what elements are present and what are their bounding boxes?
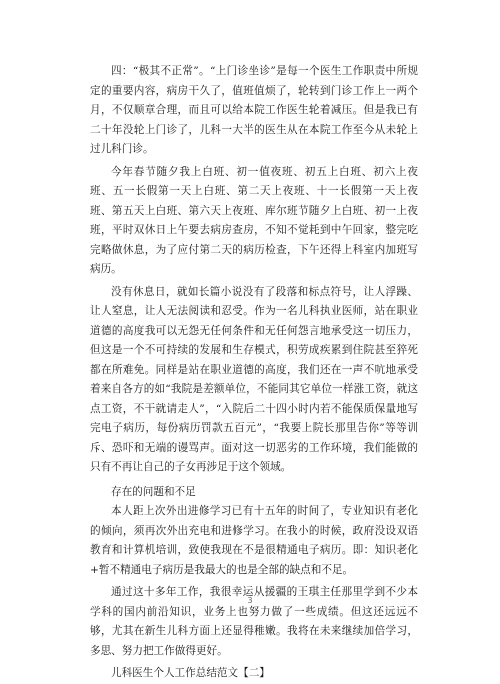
section-heading-sample-two: 儿科医生个人工作总结范文【二】 [111, 667, 270, 679]
section-heading-problems: 存在的问题和不足 [111, 485, 196, 498]
paragraph-holiday-shifts: 今年春节随夕我上白班、初一值夜班、初五上白班、初六上夜班、五一长假第一天上白班、第二天上夜班、十一长假第一天上夜班、第五天上白班、第六天上夜班、库尔班节随夕上白班、初一上夜班，平时双休日上午要去病房查房，不知不觉耗到中午回家，整完吃完略做休息，为了应付第二天的病历检查，下午还得上科室内加班写病历。 [90, 165, 418, 275]
paragraph-work-progress: 通过这十多年工作，我很幸运从援疆的王琪主任那里学到不少本学科的国内前沿知识，业务上也努力做了一些成绩。但这还远远不够，尤其在新生儿科方面上还显得稚嫩。我将在未来继续加倍学习，多思、努力把工作做得更好。 [90, 586, 418, 657]
paragraph-no-rest-days: 没有休息日，就如长篇小说没有了段落和标点符号，让人浮躁、让人窒息，让人无法阅读和忍受。作为一名儿科执业医师，站在职业道德的高度我可以无怨无任何条件和无任何怨言地承受这一切压力，但这是一个不可持续的发展和生存模式，积劳成疾累到住院甚至猝死都在所难免。同样是站在职业道德的高度，我们还在一声不吭地承受着来自各方的如“我院是差额单位，不能同其它单位一样涨工资，就这点工资，不干就请走人”，“入院后二十四小时内若不能保质保量地写完电子病历，每份病历罚款五百元”，“我要上院长那里告你”等等训斥、恐吓和无端的谩骂声。面对这一切恶劣的工作环境，我们能做的只有不再让自己的子女再涉足于这个领域。 [90, 285, 418, 473]
document-body [90, 62, 418, 684]
page-number: 3 [247, 596, 253, 605]
paragraph-outpatient: 四：“极其不正常”。“上门诊坐诊”是每一个医生工作职责中所规定的重要内容，病房干久了，值班值烦了，轮转到门诊工作上一两个月，不仅顺章合理，而且可以给本院工作医生轮着减压。但是我已有二十年没轮上门诊了，儿科一大半的医生从在本院工作至今从未轮上过儿科门诊。 [90, 65, 418, 155]
paragraph-further-study: 本人距上次外出进修学习已有十五年的时间了，专业知识有老化的倾向，须再次外出充电和进修学习。在我小的时候，政府没设双语教育和计算机培训，致使我现在不是很精通电子病历。即：知识老化+暂不精通电子病历是我最大的也是全部的缺点和不足。 [90, 505, 418, 576]
